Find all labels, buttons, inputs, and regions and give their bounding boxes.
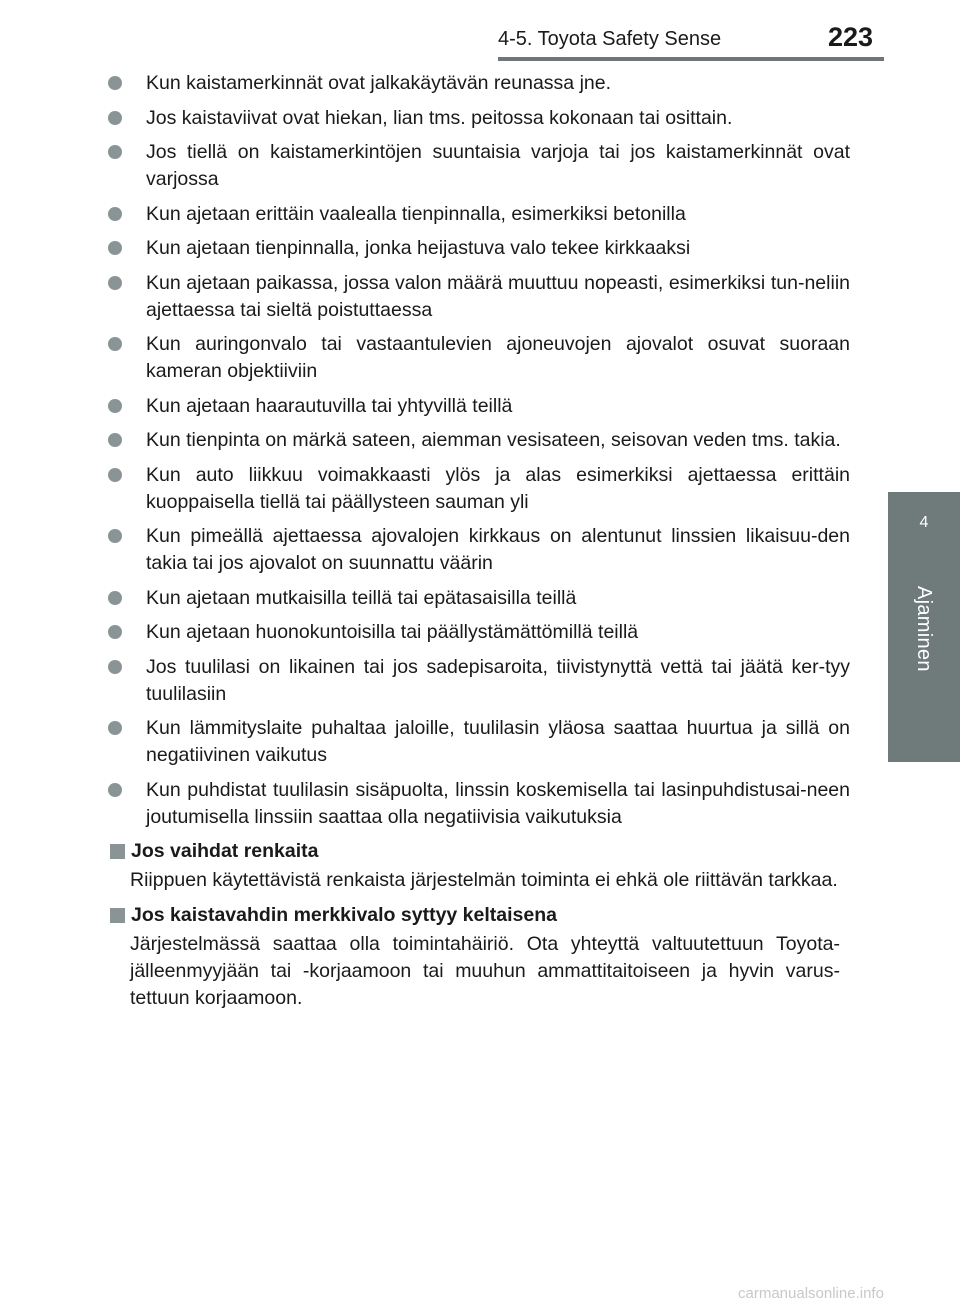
- list-item: [108, 715, 850, 769]
- list-item-text: Kun lämmityslaite puhaltaa jaloille, tuulilasin yläosa saattaa huurtua ja sillä on negatiivinen vaikutus: [146, 717, 850, 766]
- chapter-tab: [888, 492, 960, 762]
- list-item-text: Jos tuulilasi on likainen tai jos sadepisaroita, tiivistynyttä vettä tai jäätä ker-tyy tuulilasiin: [146, 655, 850, 705]
- list-item-text: Kun ajetaan huonokuntoisilla tai päällystämättömillä teillä: [146, 621, 639, 643]
- list-item-text: Kun ajetaan haarautuvilla tai yhtyvillä teillä: [146, 394, 513, 417]
- list-item: [108, 270, 850, 324]
- bullet-icon: [108, 76, 122, 90]
- list-item: [108, 462, 850, 516]
- bullet-icon: [108, 337, 122, 351]
- bullet-icon: [108, 207, 122, 221]
- header-rule: [498, 57, 884, 61]
- bullet-icon: [108, 625, 122, 639]
- list-item: [108, 139, 850, 193]
- list-item-text: Kun ajetaan tienpinnalla, jonka heijastuva valo tekee kirkkaaksi: [146, 237, 691, 259]
- square-bullet-icon: [110, 844, 125, 859]
- bullet-icon: [108, 433, 122, 447]
- square-bullet-icon: [110, 908, 125, 923]
- section-heading-text: Jos vaihdat renkaita: [131, 840, 319, 862]
- list-item: [108, 393, 850, 420]
- bullet-icon: [108, 111, 122, 125]
- list-item: [108, 777, 850, 831]
- bullet-icon: [108, 783, 122, 797]
- section-tires: [108, 838, 850, 894]
- bullet-icon: [108, 241, 122, 255]
- list-item: [108, 585, 850, 612]
- list-item: [108, 70, 850, 97]
- bullet-icon: [108, 529, 122, 543]
- list-item: [108, 201, 850, 228]
- list-item: [108, 235, 850, 262]
- chapter-title: Ajaminen: [913, 586, 935, 672]
- list-item: [108, 654, 850, 708]
- list-item-text: Kun pimeällä ajettaessa ajovalojen kirkkaus on alentunut linssien likaisuu-den takia tai jos ajovalot on suunnattu väärin: [146, 525, 850, 574]
- section-body: Riippuen käytettävistä renkaista järjestelmän toiminta ei ehkä ole riittävän tarkkaa.: [130, 869, 838, 891]
- section-heading-text: Jos kaistavahdin merkkivalo syttyy keltaisena: [131, 904, 557, 926]
- list-item-text: Kun ajetaan mutkaisilla teillä tai epätasaisilla teillä: [146, 586, 577, 609]
- list-item: [108, 619, 850, 646]
- list-item-text: Kun ajetaan erittäin vaalealla tienpinnalla, esimerkiksi betonilla: [146, 202, 686, 225]
- section-indicator: [108, 902, 850, 1012]
- list-item-text: Kun auto liikkuu voimakkaasti ylös ja alas esimerkiksi ajettaessa erittäin kuoppaisella tiellä tai päällysteen sauman yli: [146, 463, 850, 513]
- bullet-icon: [108, 468, 122, 482]
- chapter-number: 4: [919, 514, 929, 531]
- bullet-icon: [108, 399, 122, 413]
- list-item-text: Kun tienpinta on märkä sateen, aiemman vesisateen, seisovan veden tms. takia.: [146, 429, 841, 451]
- list-item: [108, 105, 850, 132]
- bullet-icon: [108, 276, 122, 290]
- bullet-icon: [108, 721, 122, 735]
- list-item-text: Kun kaistamerkinnät ovat jalkakäytävän reunassa jne.: [146, 72, 612, 94]
- bullet-icon: [108, 145, 122, 159]
- list-item: [108, 331, 850, 385]
- list-item-text: Kun auringonvalo tai vastaantulevien ajoneuvojen ajovalot osuvat suoraan kameran objektiiviin: [146, 333, 850, 382]
- list-item-text: Kun ajetaan paikassa, jossa valon määrä muuttuu nopeasti, esimerkiksi tun-neliin ajettaessa tai sieltä poistuttaessa: [146, 271, 850, 321]
- list-item-text: Kun puhdistat tuulilasin sisäpuolta, linssin koskemisella tai lasinpuhdistusai-neen joutumisella linssiin saattaa olla negatiivisia vaikutuksia: [146, 778, 850, 828]
- list-item-text: Jos kaistaviivat ovat hiekan, lian tms. peitossa kokonaan tai osittain.: [146, 106, 733, 129]
- section-title: 4-5. Toyota Safety Sense: [498, 28, 722, 50]
- list-item: [108, 523, 850, 577]
- page-content: [108, 70, 850, 1020]
- bullet-icon: [108, 660, 122, 674]
- watermark: carmanualsonline.info: [738, 1285, 884, 1302]
- list-item-text: Jos tiellä on kaistamerkintöjen suuntaisia varjoja tai jos kaistamerkinnät ovat varjossa: [146, 141, 850, 190]
- bullet-icon: [108, 591, 122, 605]
- section-heading: [108, 838, 850, 865]
- condition-list: [108, 70, 850, 831]
- section-body: Järjestelmässä saattaa olla toimintahäiriö. Ota yhteyttä valtuutettuun Toyota-jälleenmyyjään tai -korjaamoon tai muuhun ammattitaitoiseen ja hyvin varus-tettuun korjaamoon.: [130, 933, 840, 1009]
- page-number: 223: [828, 22, 874, 52]
- list-item: [108, 427, 850, 454]
- section-heading: [108, 902, 850, 929]
